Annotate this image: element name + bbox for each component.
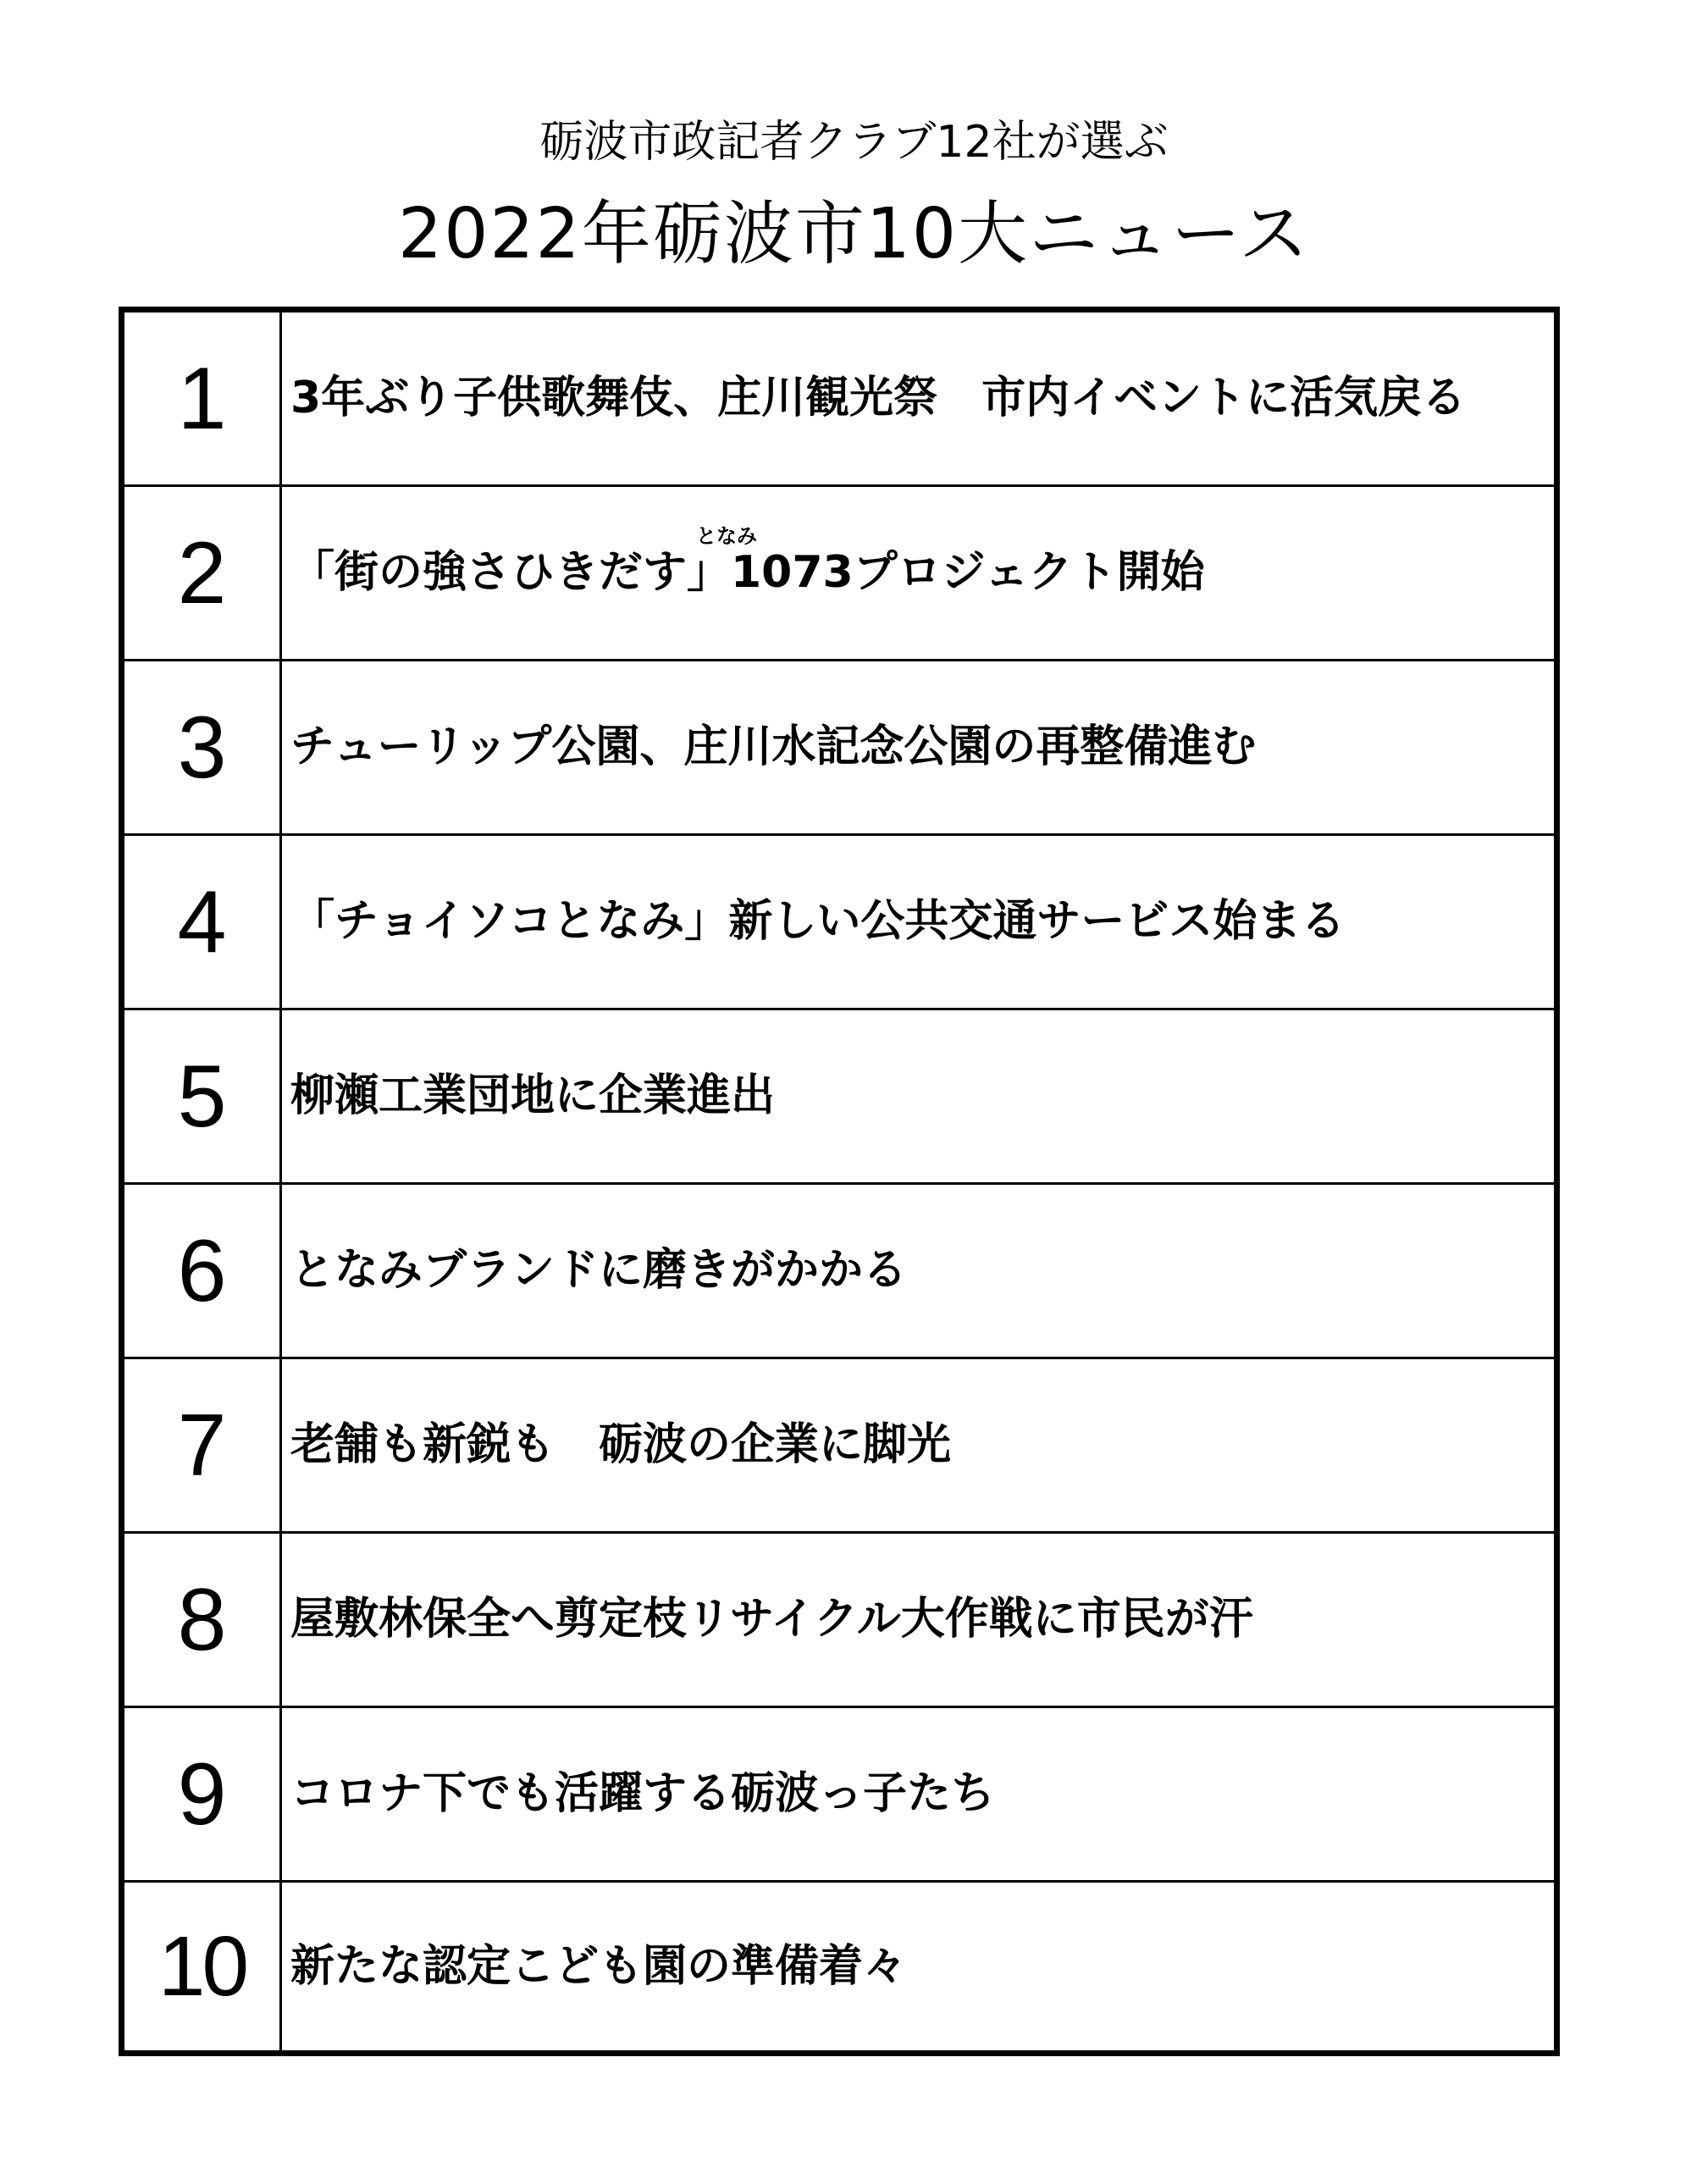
rank-number: 10 [124,1883,282,2050]
news-row-3 [124,661,1554,836]
rank-number: 4 [124,836,282,1008]
news-row-6 [124,1185,1554,1359]
news-row-2 [124,487,1554,661]
rank-number: 7 [124,1359,282,1531]
news-headline: チューリップ公園、庄川水記念公園の再整備進む [290,722,1257,773]
news-headline: 老舗も新鋭も 砺波の企業に脚光 [290,1419,952,1471]
news-row-1 [124,312,1554,487]
news-headline: コロナ下でも活躍する砺波っ子たち [290,1768,996,1820]
news-row-9 [124,1708,1554,1883]
rank-number: 9 [124,1708,282,1880]
news-table [119,307,1560,2056]
news-row-8 [124,1534,1554,1708]
news-headline: 屋敷林保全へ剪定枝リサイクル大作戦に市民が汗 [290,1594,1253,1645]
news-headline: となみブランドに磨きがかかる [290,1245,908,1297]
news-headline: 「チョイソコとなみ」新しい公共交通サービス始まる [290,896,1346,948]
news-headline: 柳瀬工業団地に企業進出 [290,1070,776,1122]
rank-number: 1 [124,312,282,484]
news-row-10 [124,1883,1554,2050]
rank-number: 5 [124,1010,282,1182]
page-subtitle: 砺波市政記者クラブ12社が選ぶ [539,117,1169,168]
rank-number: 2 [124,487,282,659]
rank-number: 8 [124,1534,282,1706]
rank-number: 6 [124,1185,282,1357]
rank-number: 3 [124,661,282,833]
news-headline: 新たな認定こども園の準備着々 [290,1940,908,1992]
news-row-7 [124,1359,1554,1534]
news-row-5 [124,1010,1554,1185]
news-row-4 [124,836,1554,1010]
news-headline: 「街の強さひきだす」1073プロジェクト開始 [290,547,1205,599]
ruby-annotation: となみ [696,524,757,548]
news-headline: 3年ぶり子供歌舞伎、庄川観光祭 市内イベントに活気戻る [290,373,1467,424]
page-title: 2022年砺波市10大ニュース [398,194,1310,274]
